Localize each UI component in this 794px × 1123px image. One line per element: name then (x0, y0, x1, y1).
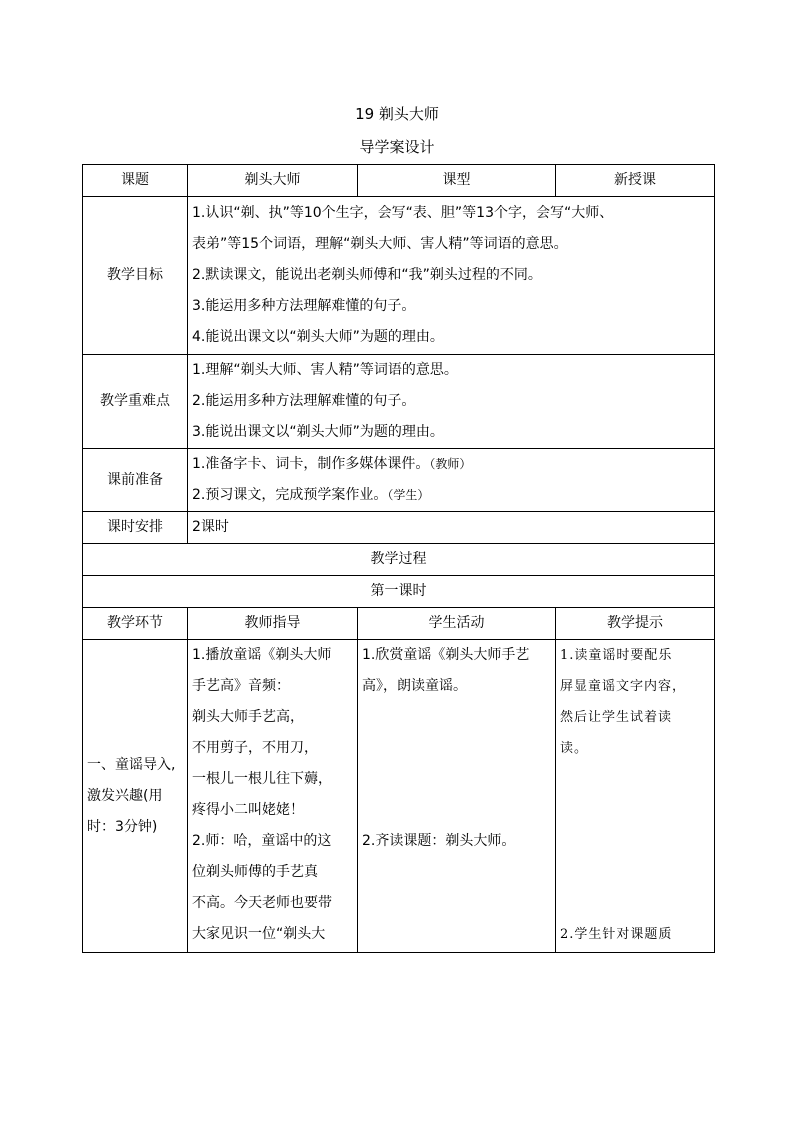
document-title: 19 剃头大师 (355, 105, 439, 123)
objective-line: 1.认识“剃、执”等10个生字，会写“表、胆”等13个字，会写“大师、 (192, 205, 614, 221)
objective-line: 表弟”等15个词语，理解“剃头大师、害人精”等词语的意思。 (192, 236, 568, 252)
teacher-line: 1.播放童谣《剃头大师 (192, 647, 332, 663)
objectives-label: 教学目标 (83, 197, 188, 355)
schedule-row (83, 512, 715, 544)
preparation-row (83, 449, 715, 512)
teacher-line: 不用剪子，不用刀， (192, 740, 318, 756)
key-point-line: 2.能运用多种方法理解难懂的句子。 (192, 393, 416, 409)
schedule-label: 课时安排 (83, 512, 188, 544)
preparation-text: 2.预习课文，完成预学案作业。 (192, 487, 388, 503)
column-header: 学生活动 (358, 608, 556, 640)
column-header: 教学提示 (556, 608, 715, 640)
hint-line: 屏显童谣文字内容， (560, 679, 687, 694)
column-header-row (83, 608, 715, 640)
preparation-line (192, 480, 710, 511)
preparation-note: （教师） (429, 457, 472, 471)
preparation-note: （学生） (387, 488, 430, 502)
lesson-row (83, 576, 715, 608)
topic-label: 课题 (83, 165, 188, 197)
stage-line: 一、童谣导入, (87, 756, 176, 773)
teacher-line: 2.师：哈，童谣中的这 (192, 833, 332, 849)
type-value: 新授课 (556, 165, 715, 197)
teacher-line: 剃头大师手艺高， (192, 709, 304, 725)
schedule-value: 2课时 (188, 512, 715, 544)
key-point-line: 3.能说出课文以“剃头大师”为题的理由。 (192, 424, 444, 440)
objectives-content (188, 197, 715, 355)
preparation-content (188, 449, 715, 512)
step1-teacher (188, 640, 358, 953)
document-subtitle: 导学案设计 (359, 138, 435, 156)
process-title: 教学过程 (83, 544, 715, 576)
step1-stage (83, 640, 188, 953)
step1-hint (556, 640, 715, 953)
objective-line: 2.默读课文，能说出老剃头师傅和“我”剃头过程的不同。 (192, 267, 542, 283)
column-header: 教学环节 (83, 608, 188, 640)
preparation-text: 1.准备字卡、词卡，制作多媒体课件。 (192, 456, 430, 472)
hint-line: 1.读童谣时要配乐 (560, 648, 673, 663)
stage-line: 时：3分钟) (87, 818, 158, 835)
type-label: 课型 (358, 165, 556, 197)
preparation-label: 课前准备 (83, 449, 188, 512)
hint-line: 然后让学生试着读 (560, 710, 673, 725)
key-point-line: 1.理解“剃头大师、害人精”等词语的意思。 (192, 362, 458, 378)
hint-line: 读。 (560, 741, 589, 756)
objective-line: 3.能运用多种方法理解难懂的句子。 (192, 298, 416, 314)
teacher-line: 位剃头师傅的手艺真 (192, 864, 318, 880)
lesson-plan-table (82, 164, 715, 953)
hint-line: 2.学生针对课题质 (560, 927, 673, 942)
student-line: 2.齐读课题：剃头大师。 (362, 833, 516, 849)
lesson-title: 第一课时 (83, 576, 715, 608)
teacher-line: 一根儿一根儿往下薅， (192, 771, 332, 787)
key-points-row (83, 355, 715, 449)
objective-line: 4.能说出课文以“剃头大师”为题的理由。 (192, 329, 444, 345)
topic-value: 剃头大师 (188, 165, 358, 197)
teacher-line: 手艺高》音频： (192, 678, 290, 694)
stage-line: 激发兴趣(用 (87, 787, 163, 804)
objectives-row (83, 197, 715, 355)
preparation-line (192, 449, 710, 480)
teacher-line: 不高。今天老师也要带 (192, 895, 332, 911)
process-title-row (83, 544, 715, 576)
header-row (83, 165, 715, 197)
student-line: 高》，朗读童谣。 (362, 678, 467, 694)
column-header: 教师指导 (188, 608, 358, 640)
key-points-content (188, 355, 715, 449)
step1-row (83, 640, 715, 953)
key-points-label: 教学重难点 (83, 355, 188, 449)
teacher-line: 大家见识一位“剃头大 (192, 926, 326, 942)
student-line: 1.欣赏童谣《剃头大师手艺 (362, 647, 530, 663)
teacher-line: 疼得小二叫姥姥！ (192, 802, 304, 818)
step1-student (358, 640, 556, 953)
